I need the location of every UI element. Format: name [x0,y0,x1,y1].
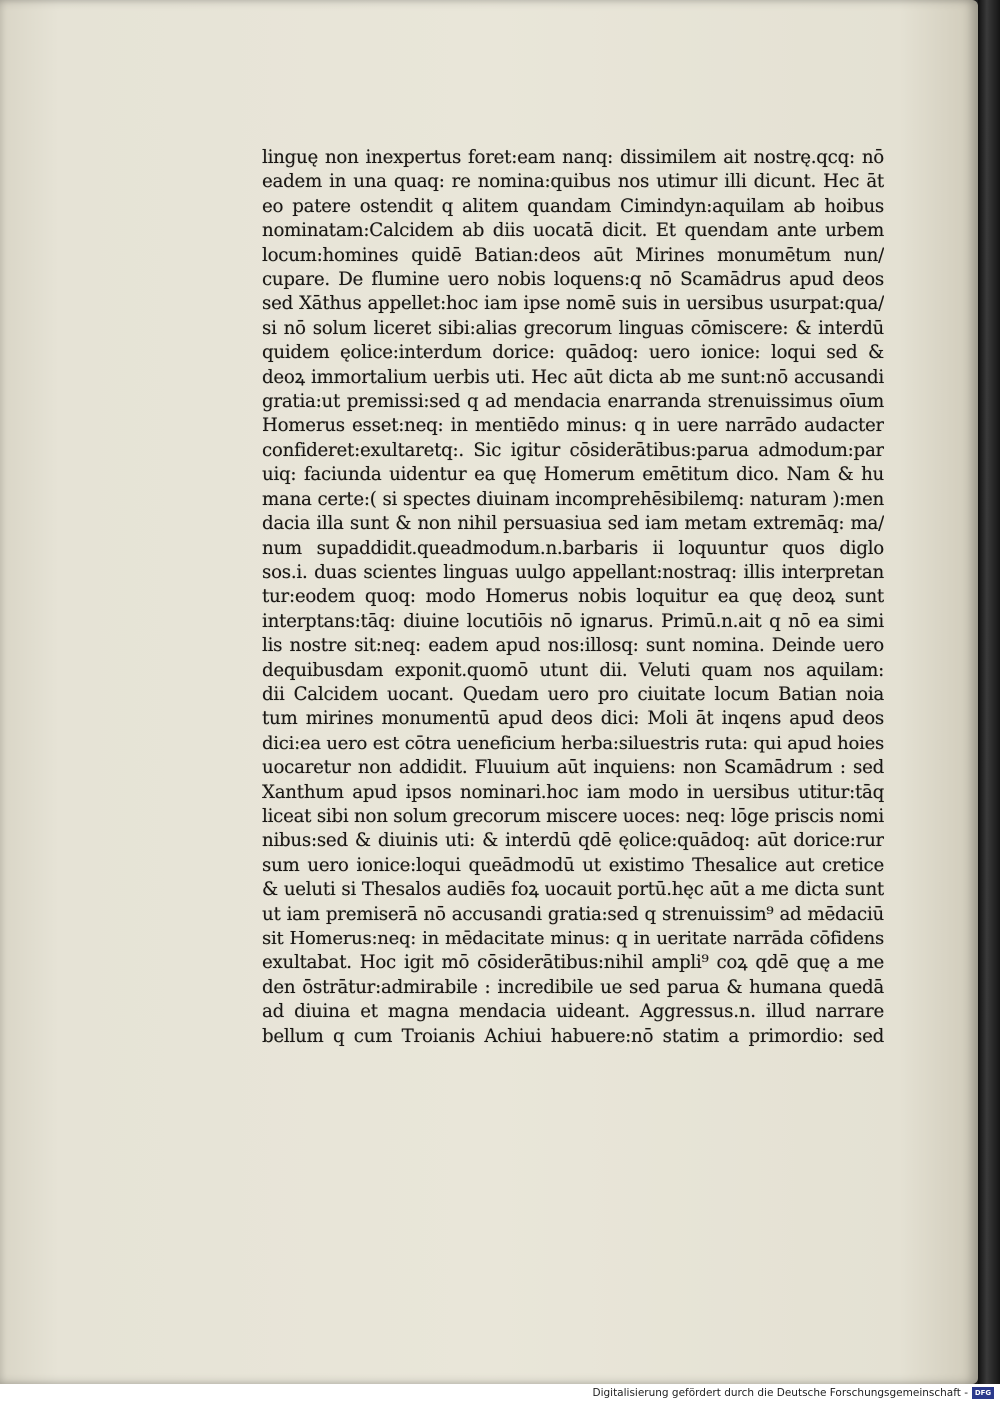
text-line: dii Calcidem uocant. Quedam uero pro ciuitate locum Batian noia [262,683,884,705]
footer-bar [0,1384,1000,1403]
text-line: si nō solum liceret sibi:alias grecorum linguas cōmiscere: & interdū [262,317,884,339]
text-line: dacia illa sunt & non nihil persuasiua sed iam metam extremāq: ma/ [262,513,884,535]
text-line: deoꝝ immortalium uerbis uti. Hec aūt dicta ab me sunt:nō accusandi [262,366,884,388]
text-line: sum uero ionice:loqui queādmodū ut existimo Thesalice aut cretice [262,854,884,876]
text-line: den ōstrātur:admirabile : incredibile ue sed parua & humana quedā [262,976,884,998]
text-line: ad diuina et magna mendacia uideant. Aggressus.n. illud narrare [262,1001,884,1023]
text-line: tur:eodem quoq: modo Homerus nobis loquitur ea quę deoꝝ sunt [262,586,884,608]
text-line: cupare. De flumine uero nobis loquens:q nō Scamādrus apud deos [262,269,884,291]
text-line: & ueluti si Thesalos audiēs foꝝ uocauit portū.hęc aūt a me dicta sunt [262,879,884,901]
book-edge [978,0,1000,1384]
text-line: ut iam premiserā nō accusandi gratia:sed q strenuissim⁹ ad mēdaciū [262,903,884,925]
text-line: eo patere ostendit q alitem quandam Cimindyn:aquilam ab hoibus [262,195,884,217]
page-text [262,146,884,1049]
text-line: interptans:tāq: diuine locutiōis nō ignarus. Primū.n.ait q nō ea simi [262,610,884,632]
text-line: num supaddidit.queadmodum.n.barbaris ii loquuntur quos diglo [262,537,884,559]
text-line: dici:ea uero est cōtra ueneficium herba:siluestris ruta: qui apud hoies [262,732,884,754]
text-line: Homerus esset:neq: in mentiēdo minus: q in uere narrādo audacter [262,415,884,437]
text-line: sit Homerus:neq: in mēdacitate minus: q in ueritate narrāda cōfidens [262,928,884,949]
text-line: liceat sibi non solum grecorum miscere uoces: neq: lōge priscis nomi [262,805,884,827]
text-line: nominatam:Calcidem ab diis uocatā dicit. Et quendam ante urbem [262,220,884,242]
text-line: eadem in una quaq: re nomina:quibus nos utimur illi dicunt. Hec āt [262,171,884,193]
text-line: sed Xāthus appellet:hoc iam ipse nomē suis in uersibus usurpat:qua/ [262,293,884,315]
text-line: gratia:ut premissi:sed q ad mendacia enarranda strenuissimus oīum [262,391,884,413]
text-line: mana certe:( si spectes diuinam incomprehēsibilemq: naturam ):men [262,488,884,510]
text-line: tum mirines monumentū apud deos dici: Moli āt inqens apud deos [262,708,884,730]
text-line: uiq: faciunda uidentur ea quę Homerum emētitum dico. Nam & hu [262,464,884,486]
text-line: linguę non inexpertus foret:eam nanq: dissimilem ait nostrę.qcq: nō [262,147,884,168]
text-line: locum:homines quidē Batian:deos aūt Mirines monumētum nun/ [262,244,884,266]
text-line: bellum q cum Troianis Achiui habuere:nō statim a primordio: sed [262,1025,884,1047]
text-line: lis nostre sit:neq: eadem apud nos:illosq: sunt nomina. Deinde uero [262,635,884,657]
text-line: Xanthum apud ipsos nominari.hoc iam modo in uersibus utitur:tāq [262,781,884,803]
text-line: dequibusdam exponit.quomō utunt dii. Veluti quam nos aquilam: [262,659,884,681]
footer-credit: Digitalisierung gefördert durch die Deutsche Forschungsgemeinschaft - [592,1387,968,1399]
text-line: exultabat. Hoc igit mō cōsiderātibus:nihil ampli⁹ coꝝ qdē quę a me [262,952,884,974]
dfg-logo: DFG [972,1387,994,1399]
text-line: nibus:sed & diuinis uti: & interdū qdē ęolice:quādoq: aūt dorice:rur [262,830,884,852]
text-line: uocaretur non addidit. Fluuium aūt inquiens: non Scamādrum : sed [262,757,884,779]
text-line: quidem ęolice:interdum dorice: quādoq: uero ionice: loqui sed & [262,342,884,364]
text-line: confideret:exultaretq:. Sic igitur cōsiderātibus:parua admodum:par [262,439,884,461]
text-line: sos.i. duas scientes linguas uulgo appellant:nostraq: illis interpretan [262,561,884,583]
